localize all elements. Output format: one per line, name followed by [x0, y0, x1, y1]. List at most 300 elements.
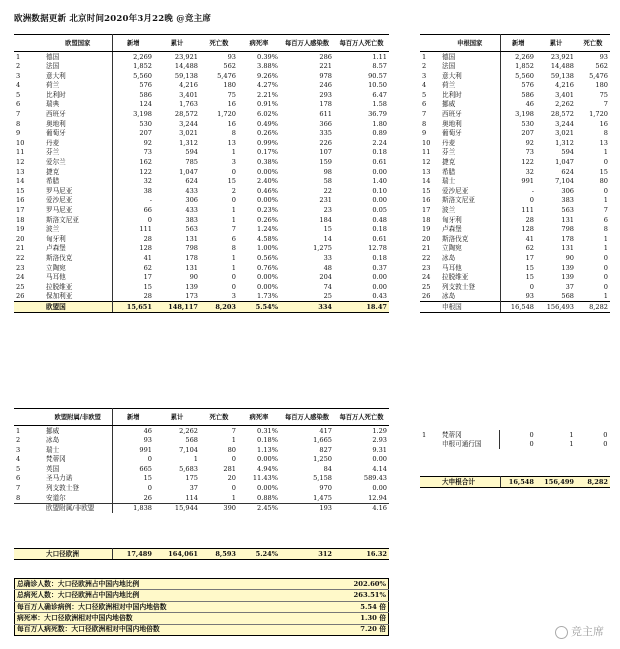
schengen-header-cell: 累计 — [536, 35, 576, 52]
eu-cell: 1 — [231, 253, 236, 262]
non-eu-cell: 7,104 — [179, 445, 198, 454]
schengen-cell: 3,198 — [515, 110, 534, 119]
summary-row — [15, 613, 389, 624]
schengen-cell: 4,216 — [555, 81, 574, 90]
schengen-cell: 24 — [422, 273, 431, 282]
schengen-cell: 16 — [422, 196, 431, 205]
schengen-row — [420, 263, 610, 273]
eu-cell: 0.39% — [257, 52, 278, 61]
schengen-cell: 562 — [595, 62, 608, 71]
eu-row — [14, 129, 389, 139]
non-eu-subtotal-cell: 15,944 — [154, 503, 200, 513]
schengen-cell: 80 — [599, 177, 608, 186]
non-eu-cell: 4.14 — [372, 464, 387, 473]
eu-cell: 2.24 — [372, 138, 387, 147]
schengen-cell: 0 — [603, 186, 608, 195]
big-schengen-total-cell — [420, 477, 440, 488]
page-title: 欧洲数据更新 北京时间2020年3月22晚 @竞主席 — [14, 14, 212, 24]
schengen-cell: 7 — [603, 100, 608, 109]
eu-cell: 335 — [319, 129, 332, 138]
schengen-cell: 1 — [422, 52, 427, 61]
eu-cell: 瑞典 — [44, 100, 112, 110]
schengen-cell: 7 — [603, 206, 608, 214]
schengen-header-cell: 新增 — [500, 35, 536, 52]
non-eu-cell: 6 — [16, 474, 21, 483]
watermark — [555, 623, 604, 639]
non-eu-cell: 5,158 — [313, 474, 332, 483]
eu-cell: 4 — [16, 81, 21, 90]
schengen-cell: 23,921 — [550, 52, 574, 61]
eu-cell: 爱沙尼亚 — [44, 196, 112, 206]
non-eu-cell: 26 — [143, 493, 152, 502]
eu-cell: 意大利 — [44, 71, 112, 81]
eu-cell: 13 — [16, 167, 25, 176]
non-eu-cell: 827 — [319, 445, 332, 454]
eu-cell: 293 — [319, 90, 332, 99]
schengen-cell: 92 — [525, 138, 534, 147]
schengen-total-cell — [420, 302, 440, 313]
eu-cell: 624 — [185, 177, 198, 186]
big-europe-total-cell: 大口径欧洲 — [44, 549, 112, 560]
eu-cell: 0.49% — [257, 119, 278, 128]
eu-cell: 0.26% — [257, 129, 278, 138]
schengen-cell: 丹麦 — [440, 138, 500, 148]
non-eu-subtotal-cell — [14, 503, 44, 513]
eu-cell: 0 — [231, 282, 236, 291]
eu-cell: 14,488 — [174, 62, 198, 71]
eu-cell: 17 — [143, 273, 152, 282]
eu-cell: 221 — [319, 62, 332, 71]
big-europe-total-cell — [14, 549, 44, 560]
eu-cell: 19 — [16, 225, 25, 234]
eu-cell: 10 — [16, 138, 25, 147]
schengen-row — [420, 52, 610, 62]
eu-cell: 1,312 — [179, 138, 198, 147]
eu-header-cell: 每百万人死亡数 — [334, 35, 389, 52]
schengen-cell: 32 — [525, 167, 534, 176]
non-eu-cell: 0.00 — [372, 484, 387, 493]
eu-row — [14, 100, 389, 110]
non-eu-cell: 1 — [231, 436, 236, 445]
eu-header-cell: 新增 — [112, 35, 154, 52]
schengen-cell: 波兰 — [440, 206, 500, 216]
eu-cell: 比利时 — [44, 90, 112, 100]
eu-row — [14, 71, 389, 81]
schengen-cell: 意大利 — [440, 71, 500, 81]
schengen-cell: 瑞士 — [440, 177, 500, 187]
eu-cell: 586 — [139, 90, 152, 99]
eu-cell: 0.17% — [257, 148, 278, 157]
eu-cell: 卢森堡 — [44, 244, 112, 254]
non-eu-cell: 568 — [185, 436, 198, 445]
schengen-row — [420, 81, 610, 91]
schengen-cell: 37 — [565, 282, 574, 291]
eu-total-cell: 8,203 — [200, 302, 238, 313]
schengen-cell: 586 — [521, 90, 534, 99]
schengen-cell: 1 — [603, 148, 608, 157]
schengen-row — [420, 215, 610, 225]
non-eu-cell: 挪威 — [44, 426, 112, 436]
eu-cell: 15 — [323, 225, 332, 234]
eu-cell: 73 — [143, 148, 152, 157]
eu-cell: 0.00 — [372, 273, 387, 282]
eu-cell: 128 — [139, 244, 152, 253]
schengen-cell: 306 — [561, 186, 574, 195]
eu-cell: 178 — [185, 253, 198, 262]
schengen-cell: 798 — [561, 225, 574, 234]
eu-cell: 1,047 — [179, 167, 198, 176]
schengen-cell: 荷兰 — [440, 81, 500, 91]
eu-row — [14, 273, 389, 283]
eu-cell: 1 — [231, 148, 236, 157]
big-europe-total-cell: 312 — [280, 549, 334, 560]
non-eu-cell: 37 — [189, 484, 198, 493]
schengen-cell: 131 — [561, 244, 574, 253]
eu-cell: 西班牙 — [44, 110, 112, 120]
eu-cell: 15 — [143, 282, 152, 291]
schengen-row — [420, 292, 610, 302]
eu-cell: 1,275 — [313, 244, 332, 253]
eu-row — [14, 186, 389, 196]
big-europe-total-cell: 16.32 — [334, 549, 389, 560]
non-eu-cell: 8 — [16, 493, 21, 502]
schengen-row — [420, 119, 610, 129]
eu-cell: 7 — [231, 225, 236, 234]
eu-cell: 16 — [227, 119, 236, 128]
eu-cell: 8 — [231, 244, 236, 253]
schengen-cell: 0 — [603, 158, 608, 167]
eu-cell: 4.27% — [257, 81, 278, 90]
eu-row — [14, 225, 389, 235]
non-eu-cell: 2 — [16, 436, 21, 445]
eu-cell: 14 — [16, 177, 25, 186]
schengen-cell: 立陶宛 — [440, 244, 500, 254]
schengen-cell: 20 — [422, 234, 431, 243]
non-eu-cell: 991 — [139, 445, 152, 454]
eu-cell: 0.00% — [257, 167, 278, 176]
eu-cell: 58 — [323, 177, 332, 186]
eu-cell: 1.58 — [372, 100, 387, 109]
eu-total-cell: 欧盟国 — [44, 302, 112, 313]
schengen-cell: 13 — [422, 167, 431, 176]
eu-cell: 爱尔兰 — [44, 158, 112, 168]
non-eu-cell: 瑞士 — [44, 445, 112, 455]
schengen-cell: 6 — [603, 215, 608, 224]
non-eu-cell: 5,683 — [179, 464, 198, 473]
non-eu-subtotal-cell: 欧盟附属/非欧盟 — [44, 503, 112, 513]
schengen-body — [420, 52, 610, 302]
eu-cell: 0.26% — [257, 215, 278, 224]
schengen-cell: 0 — [603, 273, 608, 282]
eu-cell: 383 — [185, 215, 198, 224]
schengen-cell: 0 — [603, 263, 608, 272]
eu-cell: 6.02% — [257, 110, 278, 119]
eu-cell: 25 — [16, 282, 25, 291]
schengen-row — [420, 244, 610, 254]
eu-cell: 11 — [16, 148, 25, 157]
summary-label: 总病死人数：大口径欧洲占中国内地比例 — [15, 590, 314, 601]
watermark-text: 竞主席 — [571, 625, 604, 638]
non-eu-cell: 46 — [143, 426, 152, 435]
schengen-cell: 葡萄牙 — [440, 129, 500, 139]
non-eu-cell: 1,475 — [313, 493, 332, 502]
schengen-cell: 624 — [561, 167, 574, 176]
big-europe-total-cell: 164,061 — [154, 549, 200, 560]
eu-cell: 5,560 — [133, 71, 152, 80]
non-eu-row — [14, 455, 389, 465]
eu-row — [14, 62, 389, 72]
eu-row — [14, 167, 389, 177]
eu-cell: 576 — [139, 81, 152, 90]
schengen-row — [420, 62, 610, 72]
eu-cell: 226 — [319, 138, 332, 147]
eu-cell: 18 — [16, 215, 25, 224]
eu-cell: 7 — [16, 110, 21, 119]
eu-cell: 9.26% — [257, 71, 278, 80]
eu-cell: 马耳他 — [44, 273, 112, 283]
non-eu-cell: 安道尔 — [44, 493, 112, 503]
schengen-cell: 75 — [599, 90, 608, 99]
schengen-cell: 5,560 — [515, 71, 534, 80]
schengen-extra-cell: 0 — [603, 430, 608, 439]
non-eu-cell: 0.00% — [257, 484, 278, 493]
schengen-row — [420, 158, 610, 168]
schengen-cell: 8 — [603, 225, 608, 234]
summary-box — [14, 578, 389, 636]
schengen-cell: 383 — [561, 196, 574, 205]
summary-label: 每百万人病死数：大口径欧洲相对中国内地倍数 — [17, 625, 160, 634]
eu-cell: 2 — [231, 186, 236, 195]
non-eu-subtotal-cell: 1,838 — [112, 503, 154, 513]
eu-cell: 0.56% — [257, 253, 278, 262]
big-schengen-total-row — [420, 477, 610, 488]
schengen-cell: 131 — [561, 215, 574, 224]
schengen-cell: 46 — [525, 100, 534, 109]
eu-cell: 131 — [185, 234, 198, 243]
schengen-cell: 0 — [603, 253, 608, 262]
eu-cell: 2.21% — [257, 90, 278, 99]
eu-cell: 62 — [143, 263, 152, 272]
non-eu-cell: 7 — [16, 484, 21, 493]
schengen-cell: 563 — [561, 206, 574, 214]
schengen-cell: 匈牙利 — [440, 215, 500, 225]
eu-row — [14, 206, 389, 216]
eu-cell: 785 — [185, 158, 198, 167]
eu-cell: 0 — [147, 215, 152, 224]
eu-cell: 15 — [227, 177, 236, 186]
schengen-row — [420, 186, 610, 196]
big-europe-total-row — [14, 549, 389, 560]
schengen-cell: 128 — [521, 225, 534, 234]
eu-cell: 德国 — [44, 52, 112, 62]
eu-cell: 24 — [16, 273, 25, 282]
eu-cell: 0 — [231, 196, 236, 205]
eu-cell: 173 — [185, 292, 198, 301]
eu-cell: 798 — [185, 244, 198, 253]
schengen-cell: 90 — [565, 253, 574, 262]
schengen-cell: 冰岛 — [440, 292, 500, 302]
schengen-row — [420, 71, 610, 81]
eu-cell: 25 — [323, 292, 332, 301]
schengen-cell: 16 — [599, 119, 608, 128]
eu-cell: 611 — [319, 110, 332, 119]
non-eu-cell: 2.93 — [372, 436, 387, 445]
eu-cell: 5 — [16, 90, 21, 99]
eu-cell: 0.46% — [257, 186, 278, 195]
schengen-cell: 28 — [525, 215, 534, 224]
schengen-cell: - — [531, 186, 534, 195]
eu-cell: 23,921 — [174, 52, 198, 61]
schengen-cell: 3,021 — [555, 129, 574, 138]
non-eu-cell: 7 — [231, 426, 236, 435]
non-eu-cell: 93 — [143, 436, 152, 445]
schengen-cell: 594 — [561, 148, 574, 157]
schengen-cell: 3,401 — [555, 90, 574, 99]
eu-cell: 90 — [189, 273, 198, 282]
eu-cell: 0.00% — [257, 196, 278, 205]
schengen-cell: 拉脱维亚 — [440, 273, 500, 283]
eu-cell: 2.40% — [257, 177, 278, 186]
eu-cell: 3,401 — [179, 90, 198, 99]
eu-row — [14, 148, 389, 158]
eu-header-cell: 每百万人感染数 — [280, 35, 334, 52]
schengen-extra-cell: 1 — [422, 430, 427, 439]
eu-row — [14, 215, 389, 225]
eu-row — [14, 158, 389, 168]
eu-row — [14, 90, 389, 100]
summary-value: 263.51% — [314, 590, 389, 601]
non-eu-cell: 2,262 — [179, 426, 198, 435]
schengen-cell: 3 — [422, 71, 427, 80]
schengen-cell: 11 — [422, 148, 431, 157]
non-eu-cell: 9.31 — [372, 445, 387, 454]
eu-cell: 16 — [16, 196, 25, 205]
non-eu-header-cell — [14, 409, 44, 426]
non-eu-cell: 列支敦士登 — [44, 484, 112, 494]
schengen-cell: 斯洛伐克 — [440, 234, 500, 244]
non-eu-cell: 15 — [143, 474, 152, 483]
non-eu-cell: 20 — [227, 474, 236, 483]
schengen-row — [420, 206, 610, 216]
non-eu-cell: 0.00 — [372, 455, 387, 464]
schengen-extra-row — [420, 430, 610, 440]
eu-cell: 21 — [16, 244, 25, 253]
non-eu-header-cell: 每百万人感染数 — [280, 409, 334, 426]
eu-cell: 122 — [139, 167, 152, 176]
schengen-cell: 139 — [561, 273, 574, 282]
schengen-total-row — [420, 302, 610, 313]
eu-cell: 978 — [319, 71, 332, 80]
schengen-cell: 19 — [422, 225, 431, 234]
schengen-extra-cell: 0 — [603, 440, 608, 449]
schengen-cell: 25 — [422, 282, 431, 291]
eu-cell: 0.61 — [372, 158, 387, 167]
eu-cell: 3.88% — [257, 62, 278, 71]
eu-cell: 2,269 — [133, 52, 152, 61]
schengen-row — [420, 100, 610, 110]
non-eu-header-cell: 死亡数 — [200, 409, 238, 426]
schengen-cell: 8 — [603, 129, 608, 138]
eu-row — [14, 81, 389, 91]
non-eu-cell: 175 — [185, 474, 198, 483]
schengen-cell: 111 — [521, 206, 534, 214]
eu-cell: 28,572 — [174, 110, 198, 119]
schengen-cell: 1,852 — [515, 62, 534, 71]
non-eu-cell: 1.29 — [372, 426, 387, 435]
eu-cell: 17 — [16, 206, 25, 214]
non-eu-subtotal-cell: 2.45% — [238, 503, 280, 513]
schengen-cell: 207 — [521, 129, 534, 138]
eu-cell: 6 — [16, 100, 21, 109]
schengen-cell: 991 — [521, 177, 534, 186]
eu-cell: 0.48 — [372, 215, 387, 224]
schengen-cell: 法国 — [440, 62, 500, 72]
big-schengen-total-table — [420, 476, 610, 488]
eu-cell: 162 — [139, 158, 152, 167]
eu-cell: 葡萄牙 — [44, 129, 112, 139]
non-eu-cell: 1 — [16, 426, 21, 435]
non-eu-cell: 12.94 — [368, 493, 387, 502]
schengen-extra-row — [420, 440, 610, 450]
eu-cell: 6.47 — [372, 90, 387, 99]
non-eu-cell: 1 — [193, 455, 198, 464]
eu-cell: 4,216 — [179, 81, 198, 90]
schengen-extra-cell: 1 — [569, 430, 574, 439]
schengen-extra-cell: 申根可通行国 — [440, 440, 500, 450]
schengen-total-cell: 156,493 — [536, 302, 576, 313]
schengen-cell: 576 — [521, 81, 534, 90]
schengen-table — [420, 34, 610, 313]
eu-cell: 22 — [16, 253, 25, 262]
non-eu-cell: 4 — [16, 455, 21, 464]
eu-cell: 3 — [231, 292, 236, 301]
schengen-cell: 2,269 — [515, 52, 534, 61]
eu-cell: 4.58% — [257, 234, 278, 243]
schengen-cell: 93 — [525, 292, 534, 301]
eu-table — [14, 34, 389, 313]
eu-cell: 0 — [231, 167, 236, 176]
eu-cell: 0.18 — [372, 253, 387, 262]
schengen-row — [420, 282, 610, 292]
summary-row — [15, 590, 389, 601]
schengen-cell: 芬兰 — [440, 148, 500, 158]
schengen-row — [420, 167, 610, 177]
eu-cell: 8 — [231, 129, 236, 138]
eu-cell: 563 — [185, 225, 198, 234]
schengen-cell: 22 — [422, 253, 431, 262]
eu-header-row — [14, 35, 389, 52]
schengen-cell: 德国 — [440, 52, 500, 62]
eu-row — [14, 282, 389, 292]
schengen-cell: 8 — [422, 119, 427, 128]
eu-cell: 0.38% — [257, 158, 278, 167]
schengen-cell: 冰岛 — [440, 253, 500, 263]
schengen-cell: 0 — [603, 282, 608, 291]
eu-cell: 28 — [143, 292, 152, 301]
non-eu-cell: 0.18% — [257, 436, 278, 445]
schengen-row — [420, 253, 610, 263]
eu-cell: 罗马尼亚 — [44, 206, 112, 216]
eu-cell: 66 — [143, 206, 152, 214]
schengen-row — [420, 138, 610, 148]
schengen-header-cell — [420, 35, 440, 52]
schengen-cell: 178 — [561, 234, 574, 243]
schengen-extra-cell — [420, 440, 440, 450]
big-europe-total-cell: 8,593 — [200, 549, 238, 560]
non-eu-cell: 417 — [319, 426, 332, 435]
eu-row — [14, 292, 389, 302]
eu-cell: 匈牙利 — [44, 234, 112, 244]
